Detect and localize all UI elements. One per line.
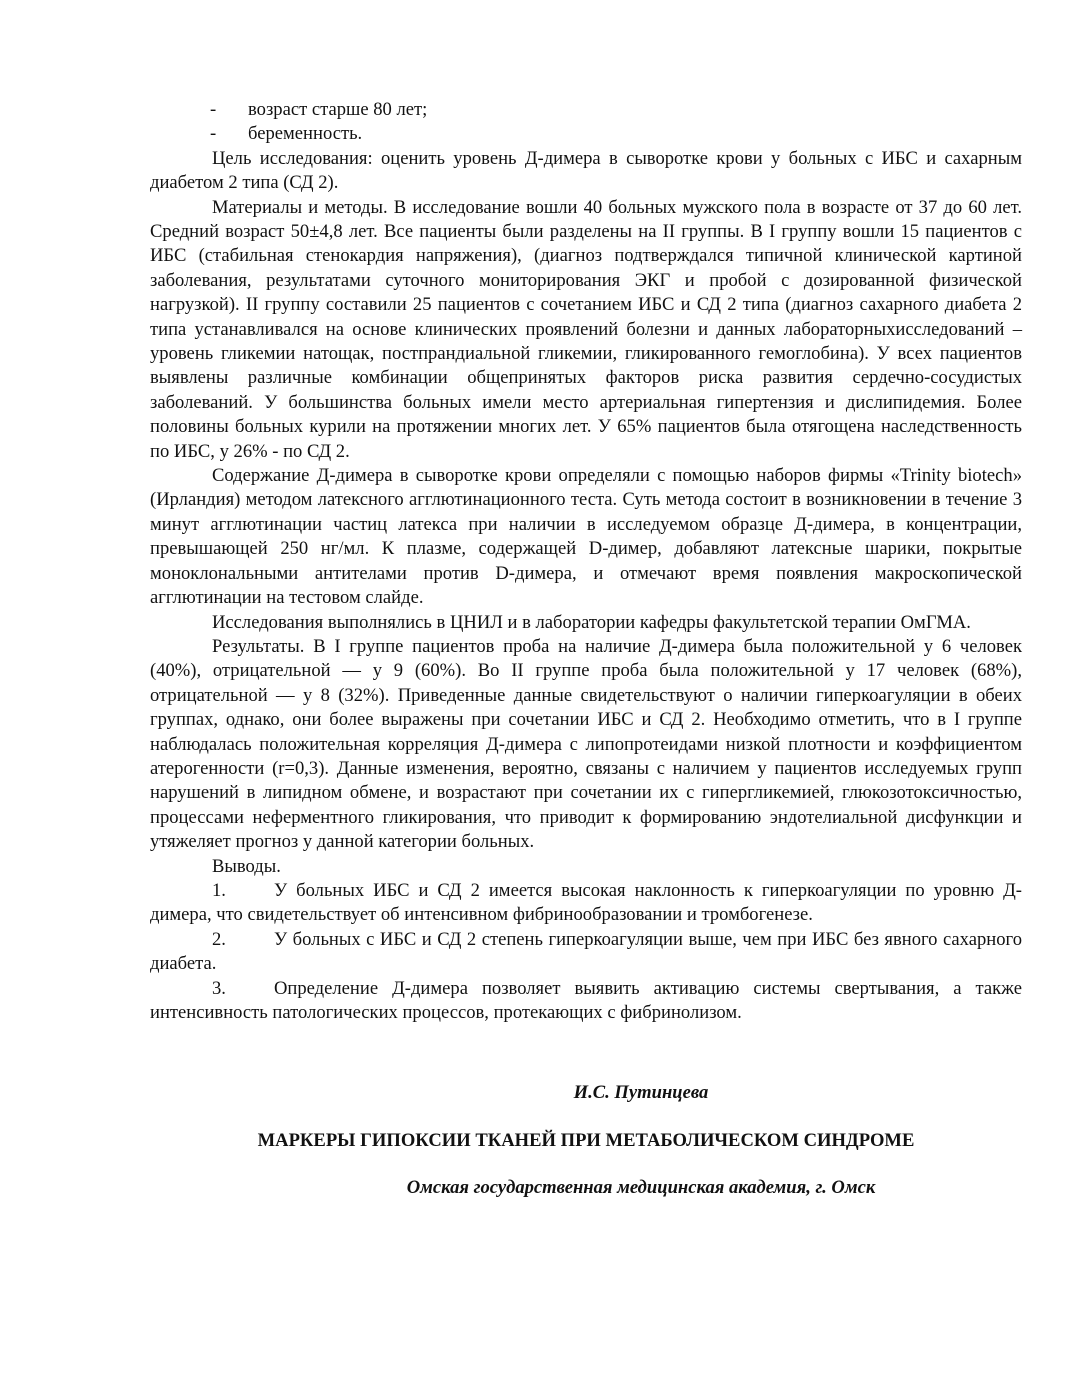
article-affiliation: Омская государственная медицинская академия, г. Омск bbox=[406, 1177, 876, 1199]
methods-paragraph: Материалы и методы. В исследование вошли 40 больных мужского пола в возрасте от 37 до 60 лет. Средний возраст 50±4,8 лет. Все пациенты были разделены на II группы. В I группу вошли 15 пациентов с ИБС (стабильная стенокардия напряжения), (диагноз подтверждался типичной клинической картиной заболевания, результатами суточного мониторирования ЭКГ и пробой с дозированной физической нагрузкой). II группу составили 25 пациентов с сочетанием ИБС и СД 2 типа (диагноз сахарного диабета 2 типа устанавливался на основе клинических проявлений болезни и данных лабораторныхисследований – уровень гликемии натощак, постпрандиальной гликемии, гликированного гемоглобина). У всех пациентов выявлены различные комбинации общепринятых факторов риска развития сердечно-сосудистых заболеваний. У большинства больных имели место артериальная гипертензия и дислипидемия. Более половины больных курили на протяжении многих лет. У 65% пациентов была отягощена наследственность по ИБС, у 26% - по СД 2. bbox=[150, 196, 1022, 462]
conclusion-item bbox=[150, 928, 1022, 977]
conclusion-text: Определение Д-димера позволяет выявить активацию системы свертывания, а также интенсивность патологических процессов, протекающих с фибринолизом. bbox=[150, 977, 1022, 1023]
ddimer-method-paragraph: Содержание Д-димера в сыворотке крови определяли с помощью наборов фирмы «Trinity biotech» (Ирландия) методом латексного агглютинационного теста. Суть метода состоит в возникновении в течение 3 минут агглютинации частиц латекса при наличии в исследуемом образце Д-димера, в концентрации, превышающей 250 нг/мл. К плазме, содержащей D-димер, добавляют латексные шарики, покрытые моноклональными антителами против D-димера, и отмечают время появления макроскопической агглютинации на тестовом слайде. bbox=[150, 465, 1022, 609]
conclusion-number: 2. bbox=[212, 928, 226, 950]
conclusions-heading: Выводы. bbox=[212, 855, 281, 877]
conclusion-text: У больных с ИБС и СД 2 степень гиперкоагуляции выше, чем при ИБС без явного сахарного диабета. bbox=[150, 928, 1022, 975]
results-paragraph: Результаты. В I группе пациентов проба на наличие Д-димера была положительной у 6 человек (40%), отрицательной — у 9 (60%). Во II группе проба была положительной у 17 человек (68%), отрицательной — у 8 (32%). Приведенные данные свидетельствуют о наличии гиперкоагуляции в обеих группах, однако, они более выражены при сочетании ИБС и СД 2. Необходимо отметить, что в I группе наблюдалась положительная корреляция Д-димера с липопротеидами низкой плотности и коэффициентом атерогенности (r=0,3). Данные изменения, вероятно, связаны с наличием у пациентов исследуемых групп нарушений в липидном обмене, и возрастают при сочетании их с гипергликемией, глюкозотоксичностью, процессами неферментного гликирования, что приводит к формированию эндотелиальной дисфункции и утяжеляет прогноз у данной категории больных. bbox=[150, 635, 1022, 853]
laboratory-paragraph: Исследования выполнялись в ЦНИЛ и в лаборатории кафедры факультетской терапии ОмГМА. bbox=[212, 611, 971, 633]
conclusion-text: У больных ИБС и СД 2 имеется высокая наклонность к гиперкоагуляции по уровню Д-димера, что свидетельствует об интенсивном фибринообразовании и тромбогенезе. bbox=[150, 879, 1022, 926]
document-page bbox=[150, 98, 1022, 1201]
goal-paragraph: Цель исследования: оценить уровень Д-димера в сыворотке крови у больных с ИБС и сахарным диабетом 2 типа (СД 2). bbox=[150, 147, 1022, 194]
article-author: И.С. Путинцева bbox=[573, 1082, 709, 1104]
list-item bbox=[150, 122, 1022, 146]
conclusion-number: 1. bbox=[212, 879, 226, 901]
list-item-text: возраст старше 80 лет; bbox=[248, 99, 428, 120]
conclusion-item bbox=[150, 977, 1022, 1026]
list-item bbox=[150, 98, 1022, 122]
article-title: МАРКЕРЫ ГИПОКСИИ ТКАНЕЙ ПРИ МЕТАБОЛИЧЕСКОМ СИНДРОМЕ bbox=[257, 1129, 915, 1151]
conclusion-number: 3. bbox=[212, 977, 226, 999]
list-item-text: беременность. bbox=[248, 123, 363, 145]
list-dash: - bbox=[210, 123, 217, 145]
list-dash: - bbox=[210, 99, 217, 120]
conclusion-item bbox=[150, 879, 1022, 928]
